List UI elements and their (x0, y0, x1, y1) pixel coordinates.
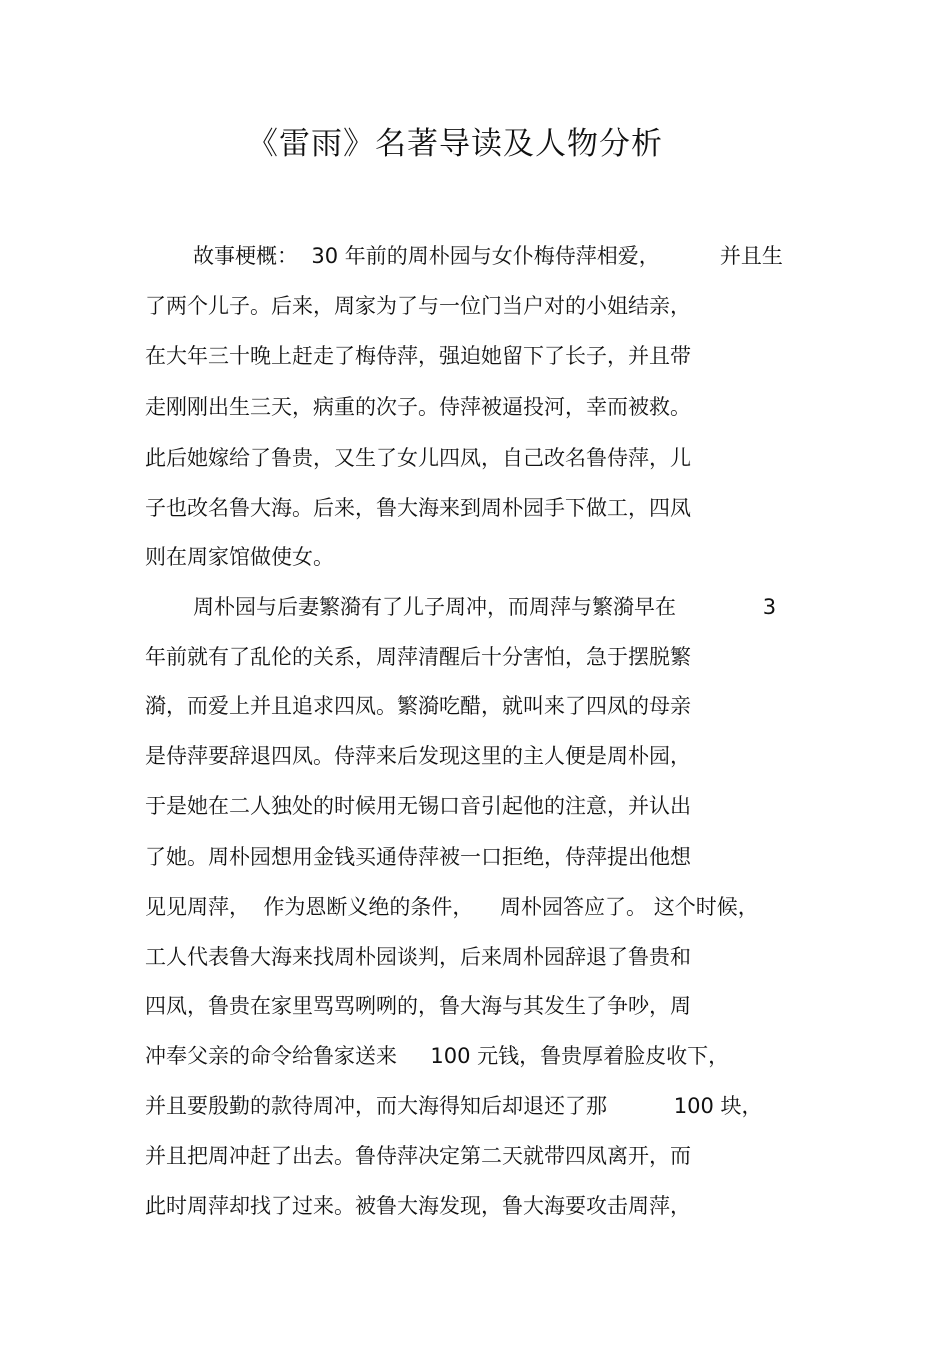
paragraph-line: 此时周萍却找了过来。被鲁大海发现，鲁大海要攻击周萍， (145, 1194, 691, 1218)
paragraph-line: 是侍萍要辞退四凤。侍萍来后发现这里的主人便是周朴园， (145, 744, 691, 768)
paragraph-line: 并且要殷勤的款待周冲，而大海得知后却退还了那 100 块， (145, 1094, 763, 1118)
paragraph-line: 子也改名鲁大海。后来，鲁大海来到周朴园手下做工，四凤 (145, 496, 691, 520)
paragraph-line: 了两个儿子。后来，周家为了与一位门当户对的小姐结亲， (145, 294, 691, 318)
paragraph-line: 冲奉父亲的命令给鲁家送来 100 元钱，鲁贵厚着脸皮收下， (145, 1044, 730, 1068)
paragraph-line: 四凤，鲁贵在家里骂骂咧咧的，鲁大海与其发生了争吵，周 (145, 994, 691, 1018)
paragraph-line: 见见周萍， 作为恩断义绝的条件， 周朴园答应了。 这个时候， (145, 895, 759, 919)
paragraph-line: 在大年三十晚上赶走了梅侍萍，强迫她留下了长子，并且带 (145, 344, 691, 368)
paragraph-line: 此后她嫁给了鲁贵，又生了女儿四凤，自己改名鲁侍萍，儿 (145, 446, 691, 470)
paragraph-line: 周朴园与后妻繁漪有了儿子周冲，而周萍与繁漪早在 3 (193, 595, 777, 619)
document-title: 《雷雨》名著导读及人物分析 (247, 126, 663, 162)
paragraph-line: 故事梗概： 30 年前的周朴园与女仆梅侍萍相爱， 并且生 (193, 244, 783, 268)
paragraph-line: 走刚刚出生三天，病重的次子。侍萍被逼投河，幸而被救。 (145, 395, 691, 419)
paragraph-line: 工人代表鲁大海来找周朴园谈判，后来周朴园辞退了鲁贵和 (145, 945, 691, 969)
paragraph-line: 并且把周冲赶了出去。鲁侍萍决定第二天就带四凤离开，而 (145, 1144, 691, 1168)
paragraph-line: 了她。周朴园想用金钱买通侍萍被一口拒绝，侍萍提出他想 (145, 845, 691, 869)
paragraph-line: 年前就有了乱伦的关系，周萍清醒后十分害怕，急于摆脱繁 (145, 645, 691, 669)
paragraph-line: 则在周家馆做使女。 (145, 545, 334, 569)
paragraph-line: 漪，而爱上并且追求四凤。繁漪吃醋，就叫来了四凤的母亲 (145, 694, 691, 718)
paragraph-line: 于是她在二人独处的时候用无锡口音引起他的注意，并认出 (145, 794, 691, 818)
